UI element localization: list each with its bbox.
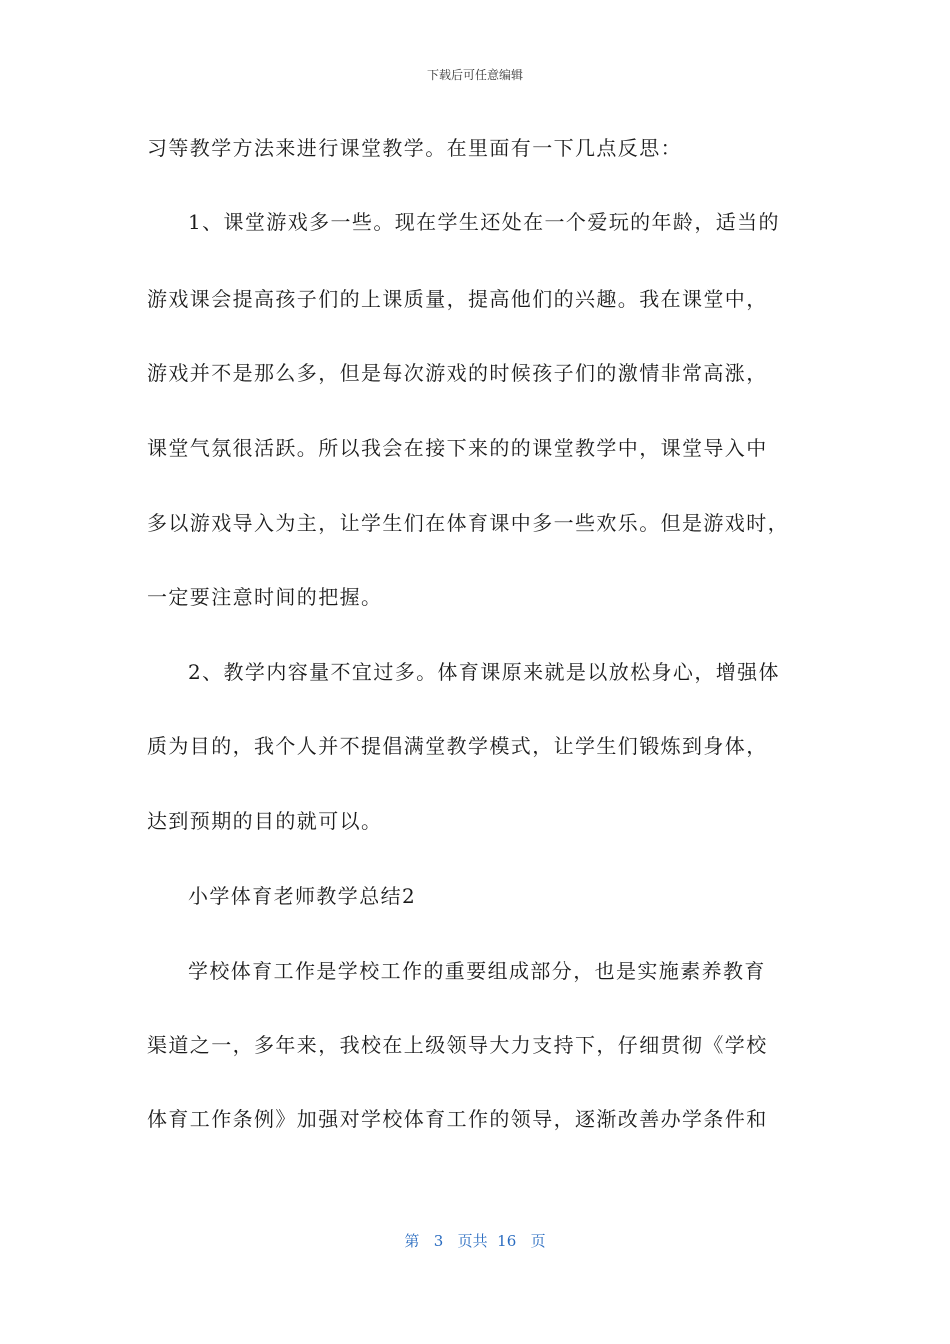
body-line: 游戏课会提高孩子们的上课质量，提高他们的兴趣。我在课堂中，	[147, 287, 768, 311]
page-footer	[0, 1230, 950, 1251]
total-pages-number: 16	[497, 1232, 517, 1250]
body-line: 质为目的，我个人并不提倡满堂教学模式，让学生们锻炼到身体，	[147, 734, 768, 758]
body-line: 2、教学内容量不宜过多。体育课原来就是以放松身心，增强体	[188, 660, 780, 684]
body-line: 多以游戏导入为主，让学生们在体育课中多一些欢乐。但是游戏时，	[147, 511, 789, 535]
section-heading: 小学体育老师教学总结2	[188, 884, 417, 908]
page-mid: 页共	[457, 1232, 488, 1250]
body-line: 渠道之一，多年来，我校在上级领导大力支持下，仔细贯彻《学校	[147, 1033, 768, 1057]
body-line: 一定要注意时间的把握。	[147, 585, 383, 609]
body-line: 体育工作条例》加强对学校体育工作的领导，逐渐改善办学条件和	[147, 1107, 768, 1131]
body-line: 1、课堂游戏多一些。现在学生还处在一个爱玩的年龄，适当的	[188, 210, 780, 234]
page-prefix: 第	[404, 1232, 420, 1250]
current-page-number: 3	[433, 1232, 444, 1250]
body-line: 课堂气氛很活跃。所以我会在接下来的的课堂教学中，课堂导入中	[147, 436, 768, 460]
body-line: 达到预期的目的就可以。	[147, 809, 383, 833]
page-suffix: 页	[530, 1232, 546, 1250]
body-line: 习等教学方法来进行课堂教学。在里面有一下几点反思：	[147, 136, 682, 160]
body-line: 学校体育工作是学校工作的重要组成部分，也是实施素养教育	[188, 959, 766, 983]
page-header-note: 下载后可任意编辑	[426, 68, 523, 82]
body-line: 游戏并不是那么多，但是每次游戏的时候孩子们的激情非常高涨，	[147, 361, 768, 385]
